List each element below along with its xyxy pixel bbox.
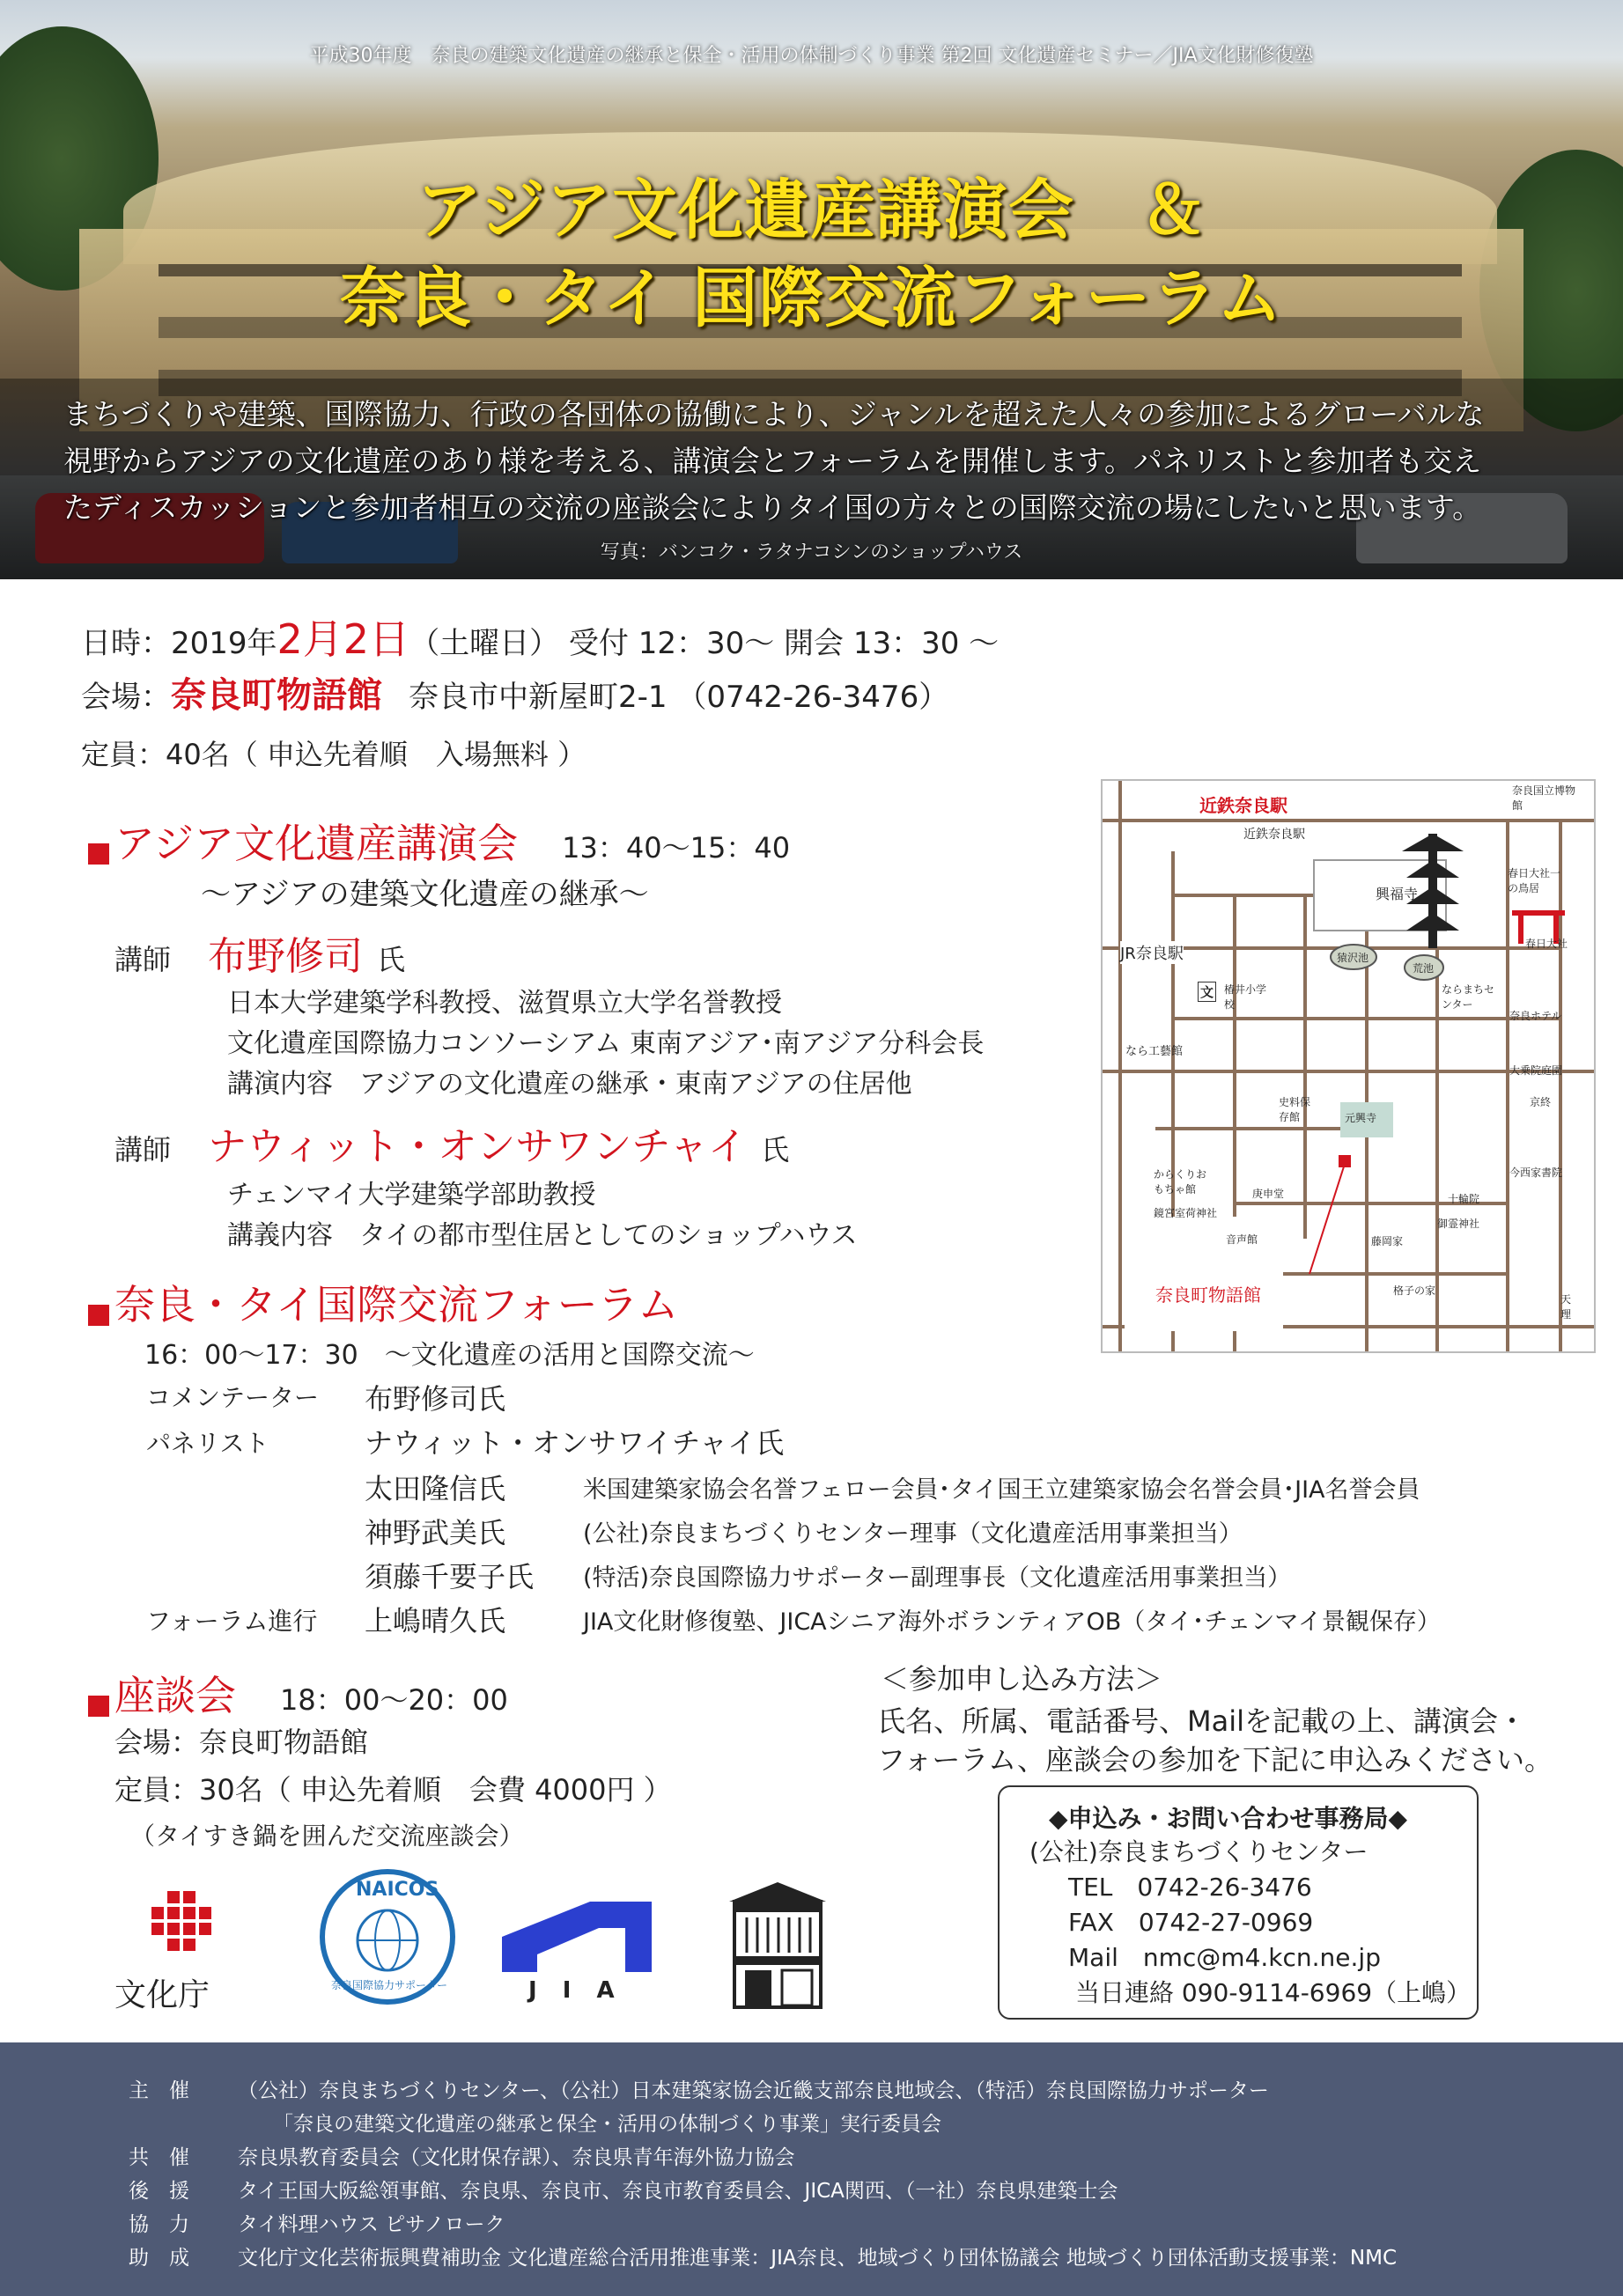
moderator-name: 上嶋晴久氏 xyxy=(365,1604,506,1637)
naicos-logo-sub: 奈良国際協力サポーター xyxy=(331,1979,448,1991)
speaker2-detail: チェンマイ大学建築学部助教授 xyxy=(227,1180,596,1211)
jia-logo-text: J I A xyxy=(528,1977,623,2004)
commentator-label: コメンテーター xyxy=(146,1383,320,1412)
footer-label: 協 力 xyxy=(129,2213,189,2236)
main-title-line1: アジア文化遺産講演会 ＆ xyxy=(416,173,1207,248)
footer-label: 後 援 xyxy=(129,2180,189,2203)
map-label: 十輪院 xyxy=(1448,1193,1480,1205)
machiya-illustration xyxy=(729,1882,826,2010)
panelist-role: (特活)奈良国際協力サポーター副理事長（文化遺産活用事業担当） xyxy=(583,1564,1292,1592)
zadankai-heading: 座談会 18：00～20：00 xyxy=(88,1664,508,1722)
panelist-name: 太田隆信氏 xyxy=(365,1472,506,1505)
map-label: 庚申堂 xyxy=(1252,1188,1285,1200)
speaker1-detail: 文化遺産国際協力コンソーシアム 東南アジア･南アジア分科会長 xyxy=(227,1028,985,1059)
contact-heading: ◆申込み・お問い合わせ事務局◆ xyxy=(1049,1804,1408,1833)
application-line: フォーラム、座談会の参加を下記に申込みください。 xyxy=(877,1743,1553,1777)
map-label: なら工藝館 xyxy=(1125,1045,1184,1058)
footer-value: 文化庁文化芸術振興費補助金 文化遺産総合活用推進事業：JIA奈良、地域づくり団体協議会 地域づくり団体活動支援事業：NMC xyxy=(238,2247,1398,2270)
naicos-logo xyxy=(317,1866,458,2007)
footer-value: 奈良県教育委員会（文化財保存課）、奈良県青年海外協力協会 xyxy=(238,2146,795,2169)
map-label: 荒池 xyxy=(1413,962,1435,975)
map-label: 格子の家 xyxy=(1393,1284,1436,1297)
lecture-subtitle: ～アジアの建築文化遺産の継承～ xyxy=(201,877,649,912)
speaker1-detail: 日本大学建築学科教授、滋賀県立大学名誉教授 xyxy=(227,988,782,1019)
map-label: 音声館 xyxy=(1226,1233,1258,1246)
footer-label: 助 成 xyxy=(129,2247,189,2270)
map-label-kasuga: 春日大社一の鳥居 xyxy=(1508,867,1561,894)
main-title-line2: 奈良・タイ 国際交流フォーラム xyxy=(340,261,1283,336)
application-line: 氏名、所属、電話番号、Mailを記載の上、講演会・ xyxy=(877,1704,1527,1738)
application-heading: ＜参加申し込み方法＞ xyxy=(881,1662,1163,1696)
moderator-role: JIA文化財修復塾、JICAシニア海外ボランティアOB（タイ･チェンマイ景観保存） xyxy=(583,1608,1441,1636)
moderator-label: フォーラム進行 xyxy=(146,1607,318,1636)
contact-box xyxy=(998,1785,1479,2020)
speaker2-topic: 講義内容 タイの都市型住居としてのショップハウス xyxy=(227,1220,858,1251)
zadankai-venue: 会場：奈良町物語館 xyxy=(114,1726,369,1759)
contact-mail[interactable]: Mail nmc@m4.kcn.ne.jp xyxy=(1068,1943,1381,1972)
map-label: ならまちセンター xyxy=(1442,983,1495,1011)
bunkacho-logo xyxy=(97,1884,264,2013)
event-series-subtitle: 平成30年度 奈良の建築文化遺産の継承と保全・活用の体制づくり事業 第2回 文化遺産セミナー／JIA文化財修復塾 xyxy=(309,45,1314,67)
event-capacity: 定員：40名（ 申込先着順 入場無料 ） xyxy=(81,738,586,771)
map-label: 鏡宮室荷神社 xyxy=(1154,1207,1218,1219)
naicos-logo-text: NAICOS xyxy=(356,1879,439,1901)
map-label: 天理 xyxy=(1560,1293,1572,1321)
contact-org: (公社)奈良まちづくりセンター xyxy=(1029,1837,1368,1866)
contact-tel: TEL 0742-26-3476 xyxy=(1068,1873,1312,1902)
map-label: 大乗院庭園 xyxy=(1509,1064,1563,1077)
speaker1: 講師 布野修司 氏 xyxy=(114,934,406,979)
bunkacho-mark-icon xyxy=(97,1884,264,1963)
map-school-icon: 文 xyxy=(1198,982,1216,1002)
intro-text: まちづくりや建築、国際協力、行政の各団体の協働により、ジャンルを超えた人々の参加によるグローバルな 視野からアジアの文化遺産のあり様を考える、講演会とフォーラムを開催します。パネリストと参加者も交え たディスカッションと参加者相互の交流の座談会によりタイ国の方々との国際交流の場にしたいと思います。 xyxy=(63,397,1485,525)
map-label-kintetsu: 近鉄奈良駅 xyxy=(1199,795,1287,816)
map-label: 春日大社 xyxy=(1525,938,1568,950)
map-label-kofukuji: 興福寺 xyxy=(1376,886,1419,902)
jia-logo xyxy=(502,1902,652,2007)
access-map xyxy=(1101,779,1596,1353)
machiya-house-icon xyxy=(729,1882,826,2010)
footer-value: 「奈良の建築文化遺産の継承と保全・活用の体制づくり事業」実行委員会 xyxy=(273,2113,941,2136)
map-label: 近鉄奈良駅 xyxy=(1243,828,1305,842)
speaker1-topic: 講演内容 アジアの文化遺産の継承・東南アジアの住居他 xyxy=(227,1069,912,1100)
map-label: 今西家書院 xyxy=(1509,1166,1563,1179)
map-label: からくりおもちゃ館 xyxy=(1154,1168,1207,1196)
zadankai-note: （タイすき鍋を囲んだ交流座談会） xyxy=(130,1821,524,1851)
map-label: 史料保存館 xyxy=(1279,1096,1311,1123)
footer-value: タイ王国大阪総領事館、奈良県、奈良市、奈良市教育委員会、JICA関西、（一社）奈良県建築士会 xyxy=(238,2180,1118,2203)
map-label-jr: JR奈良駅 xyxy=(1120,941,1184,964)
panelist-name: ナウィット・オンサワイチャイ氏 xyxy=(365,1426,785,1460)
lecture-heading: アジア文化遺産講演会 13：40～15：40 xyxy=(88,812,790,870)
forum-time: 16：00～17：30 ～文化遺産の活用と国際交流～ xyxy=(144,1340,755,1371)
hero-photo xyxy=(0,0,1623,579)
map-label: 藤岡家 xyxy=(1371,1235,1404,1247)
speaker2: 講師 ナウィット・オンサワンチャイ 氏 xyxy=(114,1124,790,1169)
event-venue: 会場：奈良町物語館 奈良市中新屋町2-1 （0742-26-3476） xyxy=(81,675,949,716)
panelist-label: パネリスト xyxy=(146,1429,269,1458)
footer-label: 共 催 xyxy=(129,2146,189,2169)
forum-heading: 奈良・タイ国際交流フォーラム xyxy=(88,1273,678,1331)
event-date: 日時：2019年2月2日（土曜日） 受付 12：30～ 開会 13：30 ～ xyxy=(81,615,1000,663)
contact-day-phone: 当日連絡 090-9114-6969（上嶋） xyxy=(1075,1978,1472,2007)
map-label-venue: 奈良町物語館 xyxy=(1155,1284,1261,1306)
contact-fax: FAX 0742-27-0969 xyxy=(1068,1908,1314,1937)
map-label: 奈良ホテル xyxy=(1509,1010,1562,1022)
map-label: 猿沢池 xyxy=(1337,952,1369,964)
map-label: 椿井小学校 xyxy=(1224,983,1267,1011)
footer-value: （公社）奈良まちづくりセンター、（公社）日本建築家協会近畿支部奈良地域会、（特活）奈良国際協力サポーター xyxy=(238,2079,1269,2102)
map-label: 元興寺 xyxy=(1345,1112,1377,1124)
map-label: 御霊神社 xyxy=(1437,1218,1480,1230)
photo-caption: 写真：バンコク・ラタナコシンのショップハウス xyxy=(600,541,1023,563)
panelist-role: 米国建築家協会名誉フェロー会員･タイ国王立建築家協会名誉会員･JIA名誉会員 xyxy=(583,1476,1420,1504)
map-label-museum: 奈良国立博物館 xyxy=(1512,784,1576,812)
bunkacho-logo-text: 文化庁 xyxy=(114,1977,210,2013)
panelist-name: 須藤千要子氏 xyxy=(365,1560,535,1593)
panelist-role: (公社)奈良まちづくりセンター理事（文化遺産活用事業担当） xyxy=(583,1520,1243,1548)
panelist-name: 神野武美氏 xyxy=(365,1516,506,1549)
footer-label: 主 催 xyxy=(129,2079,189,2102)
footer-credits xyxy=(0,2042,1623,2296)
map-label: 京終 xyxy=(1530,1096,1552,1108)
commentator-name: 布野修司氏 xyxy=(365,1382,506,1416)
jia-mark-icon xyxy=(502,1902,652,1972)
footer-value: タイ料理ハウス ピサノローク xyxy=(238,2213,505,2236)
zadankai-capacity: 定員：30名（ 申込先着順 会費 4000円 ） xyxy=(114,1773,672,1807)
